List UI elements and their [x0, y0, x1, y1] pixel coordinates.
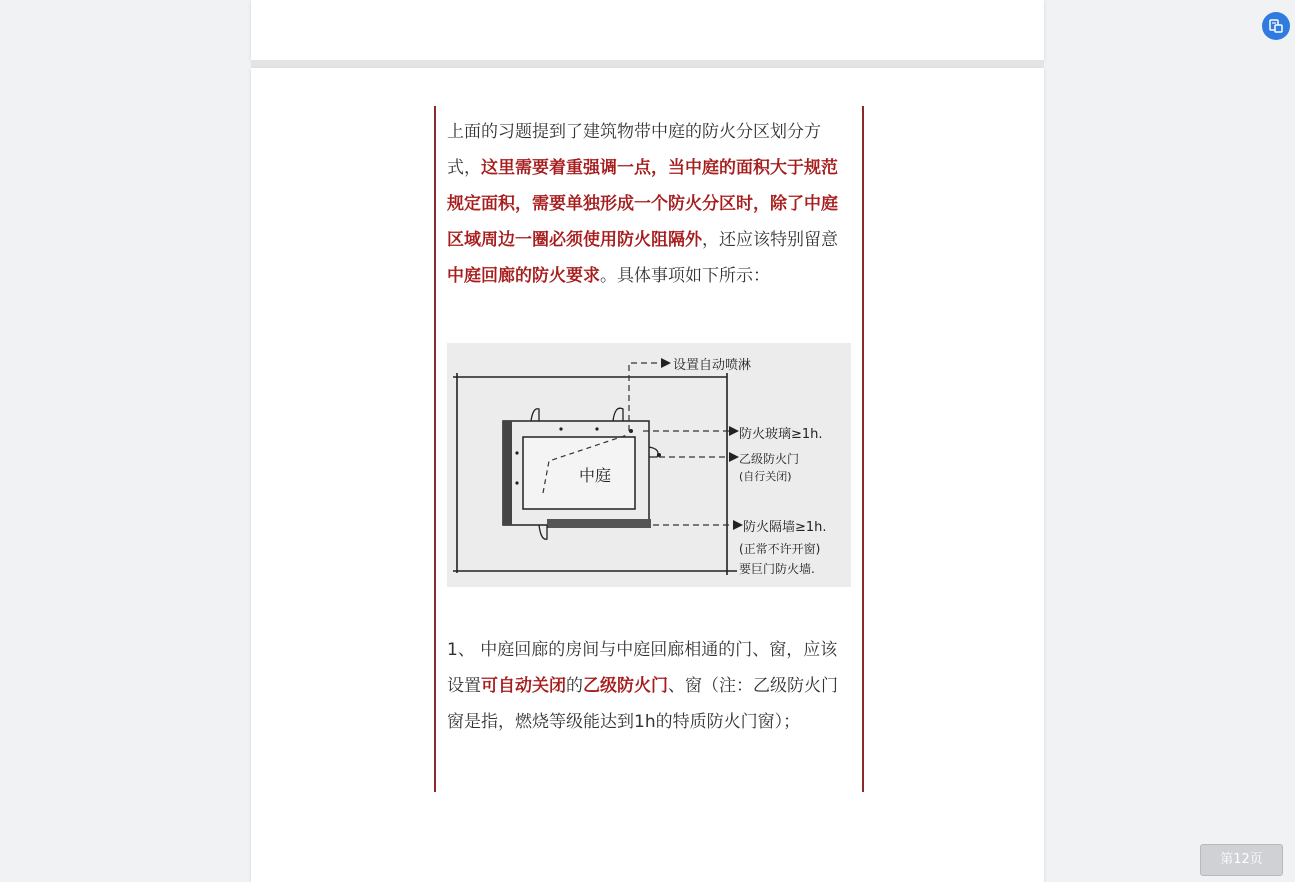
highlight-text: 这里需要着重强调一点，当中庭的面积大于规范规定面积，需要单独形成一个防火分区时，除了中庭区域周边一圈必须使用防火阻隔外: [447, 158, 838, 250]
highlight-text: 乙级防火门: [583, 676, 668, 696]
page-separator: [251, 60, 1044, 68]
fire-door-label: 乙级防火门: [739, 452, 800, 466]
fire-wall-label: 防火隔墙≥1h.: [743, 520, 827, 535]
content-frame: [434, 106, 864, 792]
fire-wall-note-2: 要巨门防火墙.: [739, 562, 815, 576]
previous-page: [251, 0, 1044, 60]
text-segment: 的: [566, 676, 583, 696]
paragraph-rule-1: [447, 632, 851, 740]
text-segment: 。具体事项如下所示：: [600, 266, 770, 286]
page-number-indicator[interactable]: 第12页: [1200, 844, 1283, 876]
paragraph-intro: [447, 114, 851, 294]
text-segment: 上面的习题提到了建筑物带中庭的防火分区划分方式，: [447, 122, 821, 178]
document-page: [251, 68, 1044, 882]
fire-door-note: (自行关闭): [739, 470, 792, 483]
atrium-label: 中庭: [579, 466, 612, 485]
fire-wall-note: (正常不许开窗): [739, 542, 821, 556]
fire-glass-label: 防火玻璃≥1h.: [739, 427, 823, 442]
sprinkler-label: 设置自动喷淋: [673, 358, 752, 373]
atrium-fire-diagram: [447, 343, 851, 587]
convert-button[interactable]: [1262, 12, 1290, 40]
highlight-text: 中庭回廊的防火要求: [447, 266, 600, 286]
document-convert-icon: [1269, 19, 1283, 33]
highlight-text: 可自动关闭: [481, 676, 566, 696]
text-segment: ，还应该特别留意: [702, 230, 838, 250]
text-segment: 、窗（注：乙级防火门窗是指，燃烧等级能达到1h的特质防火门窗）；: [447, 676, 838, 732]
text-segment: 1、 中庭回廊的房间与中庭回廊相通的门、窗，应该设置: [447, 640, 838, 696]
